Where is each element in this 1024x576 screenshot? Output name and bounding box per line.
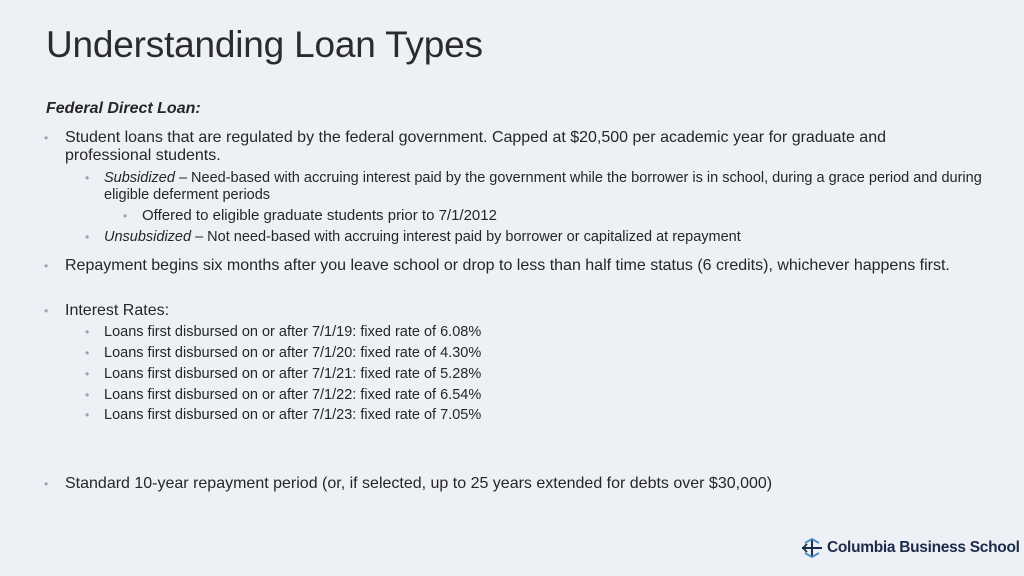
slide-subheading: Federal Direct Loan:	[46, 100, 201, 117]
rate-text: Loans first disbursed on or after 7/1/19: fixed rate of 6.08%	[104, 324, 482, 340]
bullet-standard-repayment	[44, 475, 965, 493]
columbia-business-school-logo	[801, 537, 1020, 559]
term-subsidized: Subsidized	[104, 170, 175, 186]
bullet-federal-regulation	[44, 129, 965, 165]
bullet-dot: •	[85, 408, 90, 422]
bullet-dot: •	[85, 388, 90, 402]
rate-text: Loans first disbursed on or after 7/1/23: fixed rate of 7.05%	[104, 407, 482, 423]
bullet-subsidized	[85, 170, 984, 204]
bullet-dot: •	[44, 131, 49, 145]
bullet-dot: •	[44, 477, 49, 491]
rate-item	[85, 366, 984, 383]
term-unsubsidized: Unsubsidized	[104, 229, 192, 245]
bullet-unsubsidized	[85, 229, 984, 246]
rate-item	[85, 324, 984, 341]
bullet-dot: •	[123, 209, 128, 223]
rate-item	[85, 387, 984, 404]
rate-text: Loans first disbursed on or after 7/1/21: fixed rate of 5.28%	[104, 366, 482, 382]
bullet-interest-rates	[44, 302, 965, 320]
bullet-text: Repayment begins six months after you leave school or drop to less than half time status (6 credits), whichever happens first.	[65, 257, 950, 274]
bullet-text: Standard 10-year repayment period (or, if selected, up to 25 years extended for debts over $30,000)	[65, 475, 773, 492]
bullet-dot: •	[85, 367, 90, 381]
bullet-dot: •	[85, 171, 90, 185]
bullet-dot: •	[44, 259, 49, 273]
bullet-dot: •	[44, 304, 49, 318]
logo-text: Columbia Business School	[827, 539, 1020, 556]
columbia-crown-icon	[801, 537, 823, 559]
rate-text: Loans first disbursed on or after 7/1/20: fixed rate of 4.30%	[104, 345, 482, 361]
unsubsidized-description: – Not need-based with accruing interest paid by borrower or capitalized at repayment	[191, 229, 741, 245]
bullet-subsidized-eligibility	[123, 207, 962, 225]
bullet-dot: •	[85, 346, 90, 360]
slide-title: Understanding Loan Types	[46, 24, 483, 65]
rate-text: Loans first disbursed on or after 7/1/22: fixed rate of 6.54%	[104, 387, 482, 403]
bullet-text: Offered to eligible graduate students prior to 7/1/2012	[142, 207, 497, 224]
bullet-text: Student loans that are regulated by the federal government. Capped at $20,500 per academic year for graduate and professional students.	[65, 129, 886, 164]
subsidized-description: – Need-based with accruing interest paid by the government while the borrower is in school, during a grace period and during eligible deferment periods	[104, 170, 982, 203]
rate-item	[85, 407, 984, 424]
bullet-dot: •	[85, 325, 90, 339]
bullet-dot: •	[85, 230, 90, 244]
bullet-repayment-start	[44, 257, 965, 275]
rate-item	[85, 345, 984, 362]
bullet-text: Interest Rates:	[65, 302, 170, 319]
